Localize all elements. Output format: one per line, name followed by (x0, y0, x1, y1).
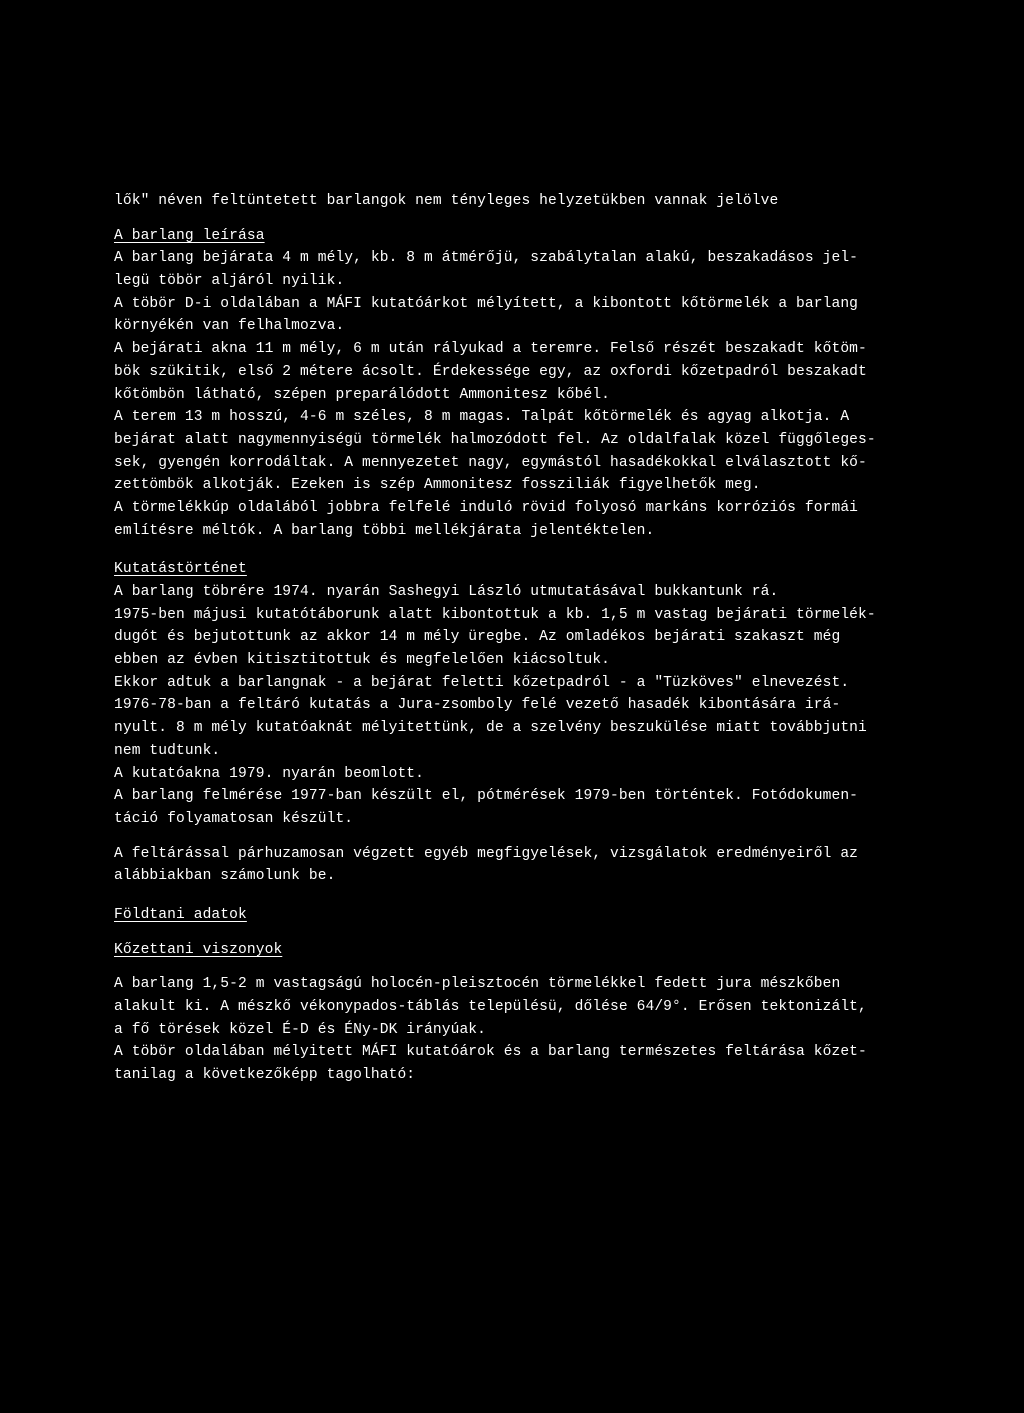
section-body-leiras (114, 247, 914, 542)
body-line: tanilag a következőképp tagolható: (114, 1067, 416, 1084)
body-line: A bejárati akna 11 m mély, 6 m után rályukad a teremre. Felső részét beszakadt kőtöm- (114, 341, 867, 358)
body-line: táció folyamatosan készült. (114, 810, 354, 827)
body-line: 1976-78-ban a feltáró kutatás a Jura-zsomboly felé vezető hasadék kibontására irá- (114, 697, 841, 714)
body-line: A terem 13 m hosszú, 4-6 m széles, 8 m magas. Talpát kőtörmelék és agyag alkotja. A (114, 409, 850, 426)
body-line: A barlang felmérése 1977-ban készült el, pótmérések 1979-ben történtek. Fotódokumen- (114, 788, 859, 805)
document-page (114, 190, 914, 1087)
section-body-foldtani (114, 973, 914, 1086)
body-line: alábbiakban számolunk be. (114, 868, 336, 885)
body-line: A töbör D-i oldalában a MÁFI kutatóárkot mélyített, a kibontott kőtörmelék a barlang (114, 295, 859, 312)
body-line: A barlang 1,5-2 m vastagságú holocén-pleisztocén törmelékkel fedett jura mészkőben (114, 976, 841, 993)
body-line: a fő törések közel É-D és ÉNy-DK irányúak. (114, 1021, 487, 1038)
body-line: A barlang töbrére 1974. nyarán Sashegyi László utmutatásával bukkantunk rá. (114, 584, 779, 600)
body-line: nem tudtunk. (114, 742, 221, 759)
section-heading-leiras: A barlang leírása (114, 227, 265, 244)
body-line: A törmelékkúp oldalából jobbra felfelé induló rövid folyosó markáns korróziós formái (114, 499, 859, 516)
body-line: A feltárással párhuzamosan végzett egyéb megfigyelések, vizsgálatok eredményeiről az (114, 845, 859, 862)
intro-line: lők" néven feltüntetett barlangok nem tényleges helyzetükben vannak jelölve (114, 193, 779, 209)
section-heading-kutatastortenet: Kutatástörténet (114, 561, 247, 578)
section-body-summary (114, 843, 914, 888)
body-line: bök szükitik, első 2 métere ácsolt. Érdekessége egy, az oxfordi kőzetpadról beszakadt (114, 363, 867, 380)
section-heading-foldtani: Földtani adatok (114, 906, 247, 923)
body-line: A kutatóakna 1979. nyarán beomlott. (114, 765, 425, 782)
body-line: kőtömbön látható, szépen preparálódott Ammonitesz kőbél. (114, 386, 611, 403)
body-line: sek, gyengén korrodáltak. A mennyezetet nagy, egymástól hasadékokkal elválasztott kő- (114, 454, 867, 471)
body-line: alakult ki. A mészkő vékonypados-táblás településü, dőlése 64/9°. Erősen tektonizált, (114, 999, 867, 1015)
body-line: nyult. 8 m mély kutatóaknát mélyitettünk, de a szelvény beszukülése miatt továbbjutni (114, 720, 867, 737)
body-line: zettömbök alkotják. Ezeken is szép Ammonitesz fossziliák figyelhetők meg. (114, 477, 761, 494)
section-body-kutatastortenet (114, 581, 914, 831)
body-line: dugót és bejutottunk az akkor 14 m mély üregbe. Az omladékos bejárati szakaszt még (114, 629, 841, 646)
body-line: legü töbör aljáról nyilik. (114, 273, 345, 290)
body-line: A barlang bejárata 4 m mély, kb. 8 m átmérőjü, szabálytalan alakú, beszakadásos jel- (114, 250, 859, 267)
body-line: 1975-ben májusi kutatótáborunk alatt kibontottuk a kb. 1,5 m vastag bejárati törmelék- (114, 606, 876, 623)
body-line: környékén van felhalmozva. (114, 318, 345, 335)
body-line: Ekkor adtuk a barlangnak - a bejárat feletti kőzetpadról - a "Tüzköves" elnevezést. (114, 674, 850, 691)
body-line: A töbör oldalában mélyitett MÁFI kutatóárok és a barlang természetes feltárása kőzet- (114, 1044, 867, 1061)
body-line: bejárat alatt nagymennyiségü törmelék halmozódott fel. Az oldalfalak közel függőleges- (114, 431, 876, 448)
body-line: említésre méltók. A barlang többi mellékjárata jelentéktelen. (114, 522, 655, 539)
subheading-kozettani: Kőzettani viszonyok (114, 941, 283, 958)
body-line: ebben az évben kitisztitottuk és megfelelően kiácsoltuk. (114, 652, 611, 669)
